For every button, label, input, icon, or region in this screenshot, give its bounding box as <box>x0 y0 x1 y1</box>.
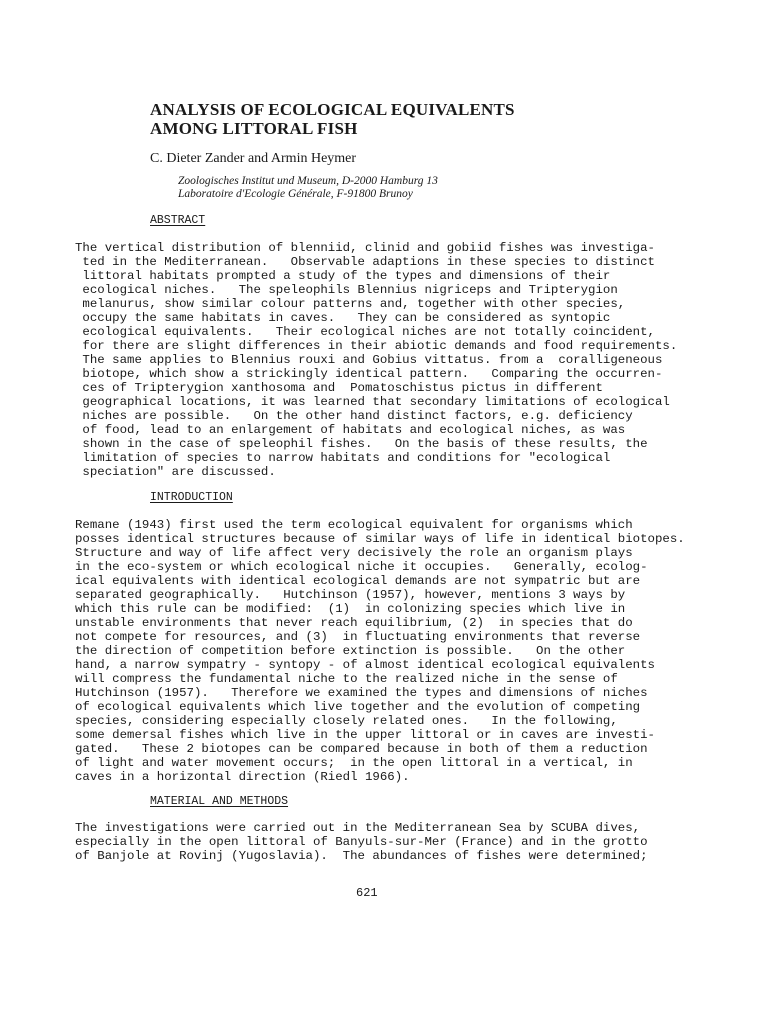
text-line: Structure and way of life affect very decisively the role an organism plays <box>75 546 633 560</box>
text-line: will compress the fundamental niche to the realized niche in the sense of <box>75 672 618 686</box>
text-line: niches are possible. On the other hand distinct factors, e.g. deficiency <box>75 409 633 423</box>
title-line: AMONG LITTORAL FISH <box>150 119 358 138</box>
methods-heading: MATERIAL AND METHODS <box>150 795 289 808</box>
title-line: ANALYSIS OF ECOLOGICAL EQUIVALENTS <box>150 100 515 119</box>
text-line: biotope, which show a strickingly identical pattern. Comparing the occurren- <box>75 367 663 381</box>
authors: C. Dieter Zander and Armin Heymer <box>150 151 357 166</box>
text-line: of light and water movement occurs; in the open littoral in a vertical, in <box>75 756 633 770</box>
text-line: which this rule can be modified: (1) in colonizing species which live in <box>75 602 626 616</box>
text-line: of food, lead to an enlargement of habitats and ecological niches, as was <box>75 423 626 437</box>
text-line: unstable environments that never reach equilibrium, (2) in species that do <box>75 616 633 630</box>
text-line: geographical locations, it was learned that secondary limitations of ecological <box>75 395 670 409</box>
text-line: Hutchinson (1957). Therefore we examined the types and dimensions of niches <box>75 686 648 700</box>
abstract-text <box>75 241 725 479</box>
abstract-heading: ABSTRACT <box>150 214 206 227</box>
introduction-text <box>75 518 725 784</box>
introduction-heading: INTRODUCTION <box>150 491 233 504</box>
text-line: limitation of species to narrow habitats and conditions for "ecological <box>75 451 611 465</box>
text-line: Remane (1943) first used the term ecological equivalent for organisms which <box>75 518 633 532</box>
text-line: of ecological equivalents which live together and the evolution of competing <box>75 700 641 714</box>
text-line: The vertical distribution of blenniid, clinid and gobiid fishes was investiga- <box>75 241 655 255</box>
text-line: some demersal fishes which live in the upper littoral or in caves are investi- <box>75 728 655 742</box>
text-line: occupy the same habitats in caves. They can be considered as syntopic <box>75 311 611 325</box>
affiliation <box>178 175 438 201</box>
text-line: the direction of competition before extinction is possible. On the other <box>75 644 626 658</box>
page-number: 621 <box>356 886 378 900</box>
text-line: gated. These 2 biotopes can be compared because in both of them a reduction <box>75 742 648 756</box>
text-line: melanurus, show similar colour patterns and, together with other species, <box>75 297 626 311</box>
affiliation-line: Zoologisches Institut und Museum, D-2000 Hamburg 13 <box>178 175 438 187</box>
text-line: especially in the open littoral of Banyuls-sur-Mer (France) and in the grotto <box>75 835 648 849</box>
text-line: ecological niches. The speleophils Blennius nigriceps and Tripterygion <box>75 283 618 297</box>
affiliation-line: Laboratoire d'Ecologie Générale, F-91800 Brunoy <box>178 188 413 200</box>
text-line: speciation" are discussed. <box>75 465 276 479</box>
text-line: ces of Tripterygion xanthosoma and Pomatoschistus pictus in different <box>75 381 603 395</box>
text-line: ecological equivalents. Their ecological niches are not totally coincident, <box>75 325 655 339</box>
text-line: ted in the Mediterranean. Observable adaptions in these species to distinct <box>75 255 655 269</box>
text-line: for there are slight differences in their abiotic demands and food requirements. <box>75 339 678 353</box>
text-line: The investigations were carried out in the Mediterranean Sea by SCUBA dives, <box>75 821 641 835</box>
text-line: caves in a horizontal direction (Riedl 1966). <box>75 770 410 784</box>
text-line: separated geographically. Hutchinson (1957), however, mentions 3 ways by <box>75 588 626 602</box>
text-line: not compete for resources, and (3) in fluctuating environments that reverse <box>75 630 641 644</box>
text-line: littoral habitats prompted a study of the types and dimensions of their <box>75 269 611 283</box>
text-line: in the eco-system or which ecological niche it occupies. Generally, ecolog- <box>75 560 648 574</box>
text-line: ical equivalents with identical ecological demands are not sympatric but are <box>75 574 641 588</box>
text-line: hand, a narrow sympatry - syntopy - of almost identical ecological equivalents <box>75 658 655 672</box>
paper-title <box>150 100 710 138</box>
text-line: posses identical structures because of similar ways of life in identical biotopes. <box>75 532 685 546</box>
text-line: shown in the case of speleophil fishes. On the basis of these results, the <box>75 437 648 451</box>
text-line: The same applies to Blennius rouxi and Gobius vittatus. from a coralligeneous <box>75 353 663 367</box>
methods-text <box>75 821 725 863</box>
text-line: of Banjole at Rovinj (Yugoslavia). The abundances of fishes were determined; <box>75 849 648 863</box>
text-line: species, considering especially closely related ones. In the following, <box>75 714 618 728</box>
